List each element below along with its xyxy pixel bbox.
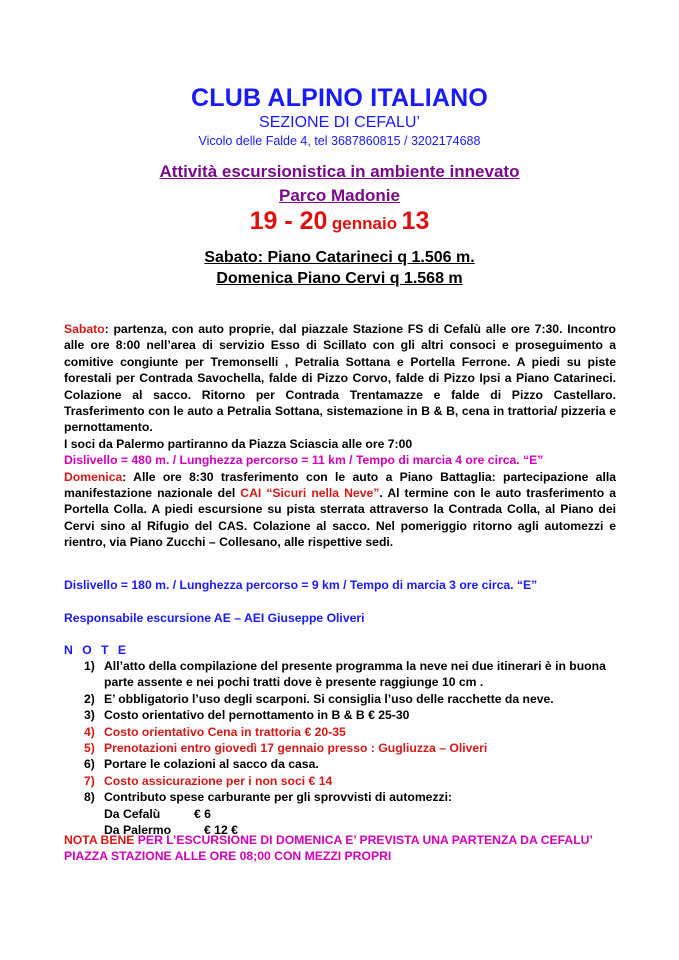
saturday-text: : partenza, con auto proprie, dal piazzale Stazione FS di Cefalù alle ore 7:30. Incontro alle ore 8:00 nell’area di servizio Esso di Scillato con gli altri consoci e proseguimento a comitive congiunte per Tremonselli , Petralia Sottana e Portella Ferrone. A piedi su piste forestali per Contrada Savochella, falde di Pizzo Corvo, falde di Pizzo Ipsi a Piano Catarineci. Colazione al sacco. Ritorno per Contrada Trentamazze e falde di Pizzo Castellaro. Trasferimento con le auto a Petralia Sottana, sistemazione in B & B, cena in trattoria/ pizzeria e pernottamento.	[64, 322, 616, 435]
note-text: Prenotazioni entro giovedì 17 gennaio presso : Gugliuzza – Oliveri	[104, 741, 488, 756]
saturday-title: Sabato: Piano Catarineci q 1.506 m.	[204, 249, 475, 266]
cost-palermo-label: Da Palermo	[104, 823, 172, 838]
sunday-label: Domenica	[64, 469, 123, 484]
sunday-title: Domenica Piano Cervi q 1.568 m	[216, 270, 463, 287]
cost-palermo-amount: € 12 €	[204, 823, 238, 838]
notes-list	[64, 658, 616, 838]
nota-bene	[64, 832, 616, 865]
note-item	[64, 658, 616, 691]
note-number: 4)	[84, 724, 95, 739]
note-text: All’atto della compilazione del presente programma la neve nei due itinerari è in buona parte assente e nei pochi tratti dove è presente raggiunge 10 cm .	[104, 659, 606, 690]
sunday-paragraph	[64, 469, 616, 551]
park-heading: Parco Madonie	[279, 186, 400, 205]
club-title: CLUB ALPINO ITALIANO	[190, 84, 489, 112]
cost-cefalu	[64, 806, 616, 822]
note-item	[64, 773, 616, 789]
program-description	[64, 321, 616, 551]
note-text: Costo orientativo del pernottamento in B & B € 25-30	[104, 708, 410, 723]
cost-cefalu-amount: € 6	[194, 806, 211, 821]
saturday-paragraph	[64, 321, 616, 436]
note-text: Costo orientativo Cena in trattoria € 20-35	[104, 724, 346, 739]
dislivello-saturday: Dislivello = 480 m. / Lunghezza percorso = 11 km / Tempo di marcia 4 ore circa. “E”	[64, 453, 544, 468]
note-number: 1)	[84, 659, 95, 673]
excursion-leader: Responsabile escursione AE – AEI Giuseppe Oliveri	[64, 611, 365, 625]
note-number: 6)	[84, 757, 95, 772]
dislivello-sunday: Dislivello = 180 m. / Lunghezza percorso = 9 km / Tempo di marcia 3 ore circa. “E”	[64, 578, 538, 592]
sunday-cai-event: CAI “Sicuri nella Neve”	[240, 486, 380, 501]
note-item	[64, 707, 616, 723]
note-text: Costo assicurazione per i non soci € 14	[104, 773, 333, 788]
note-number: 5)	[84, 741, 95, 756]
date-month: gennaio	[331, 214, 398, 233]
notes-heading: N O T E	[64, 643, 130, 657]
note-item	[64, 756, 616, 772]
nota-bene-label: NOTA BENE	[64, 833, 135, 847]
note-text: Portare le colazioni al sacco da casa.	[104, 757, 319, 772]
sunday-text-a: : Alle ore 8:30 trasferimento con le auto a Piano Battaglia: partecipazione alla manifestazione nazionale del	[64, 469, 616, 501]
note-item	[64, 740, 616, 756]
saturday-label: Sabato	[64, 322, 105, 336]
note-item	[64, 691, 616, 707]
note-number: 2)	[84, 691, 95, 706]
note-text: E’ obbligatorio l’uso degli scarponi. Si consiglia l’uso delle racchette da neve.	[104, 691, 554, 706]
note-text: Contributo spese carburante per gli sprovvisti di automezzi:	[104, 790, 453, 805]
date-days: 19 - 20	[249, 207, 328, 235]
cost-cefalu-label: Da Cefalù	[104, 806, 161, 821]
event-date	[0, 207, 679, 236]
nota-bene-text: PER L’ESCURSIONE DI DOMENICA E’ PREVISTA UNA PARTENZA DA CEFALU’ PIAZZA STAZIONE ALLE ORE 08;00 CON MEZZI PROPRI	[64, 833, 593, 864]
club-address: Vicolo delle Falde 4, tel 3687860815 / 3202174688	[198, 134, 481, 148]
palermo-departure: I soci da Palermo partiranno da Piazza Sciascia alle ore 7:00	[64, 436, 413, 451]
note-number: 7)	[84, 773, 95, 788]
activity-heading: Attività escursionistica in ambiente innevato	[159, 162, 520, 181]
date-year: 13	[401, 207, 430, 235]
note-number: 3)	[84, 708, 95, 723]
note-number: 8)	[84, 790, 95, 805]
section-subtitle: SEZIONE DI CEFALU’	[259, 114, 420, 131]
note-item	[64, 724, 616, 740]
sunday-text-b: . Al termine con le auto trasferimento a Portella Colla. A piedi escursione su pista sterrata attraverso la Contrada Colla, al Piano dei Cervi sino al Rifugio del CAS. Colazione al sacco. Nel pomeriggio ritorno agli automezzi e rientro, via Piano Zucchi – Collesano, alle rispettive sedi.	[64, 486, 616, 550]
note-item	[64, 789, 616, 805]
